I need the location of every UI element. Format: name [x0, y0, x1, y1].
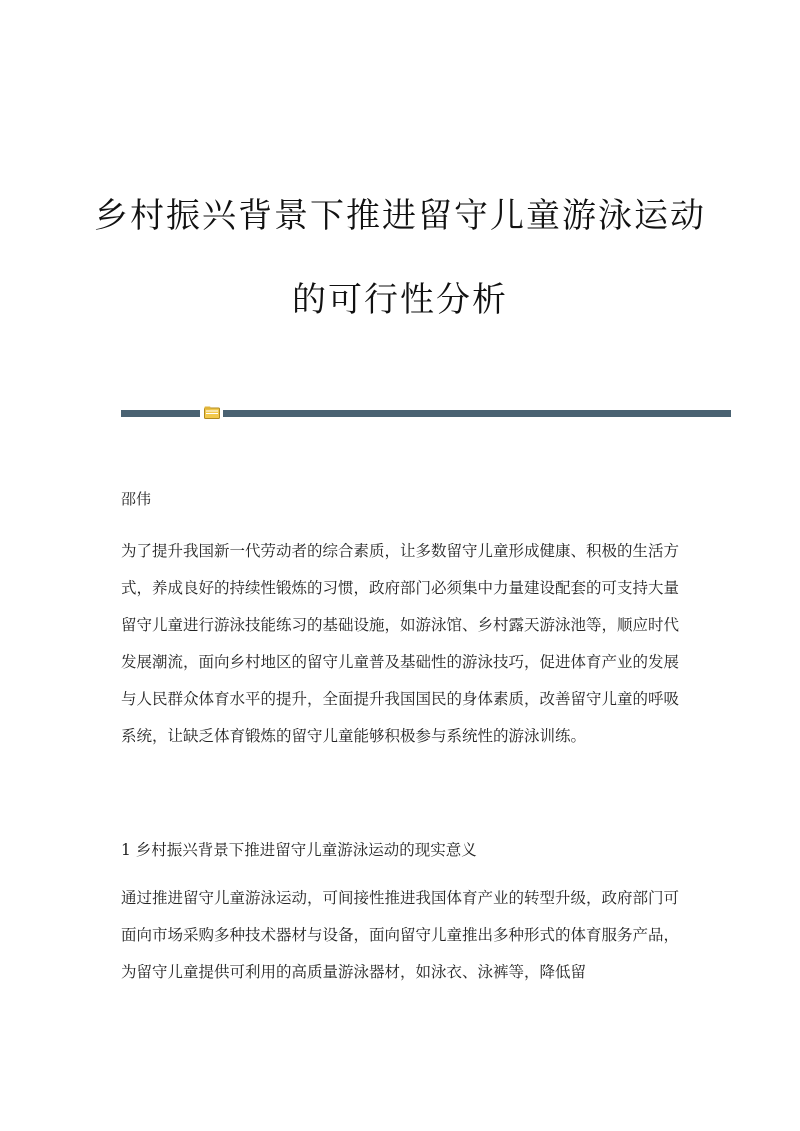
document-title-line-2: 的可行性分析	[292, 280, 508, 320]
title-divider-right	[223, 410, 731, 417]
document-title-line-1: 乡村振兴背景下推进留守儿童游泳运动	[94, 196, 706, 236]
body-paragraph: 通过推进留守儿童游泳运动，可间接性推进我国体育产业的转型升级，政府部门可面向市场采购多种技术器材与设备，面向留守儿童推出多种形式的体育服务产品，为留守儿童提供可利用的高质量游泳器材，如泳衣、泳裤等，降低留	[121, 889, 680, 981]
folder-icon	[204, 406, 220, 419]
body-paragraph: 为了提升我国新一代劳动者的综合素质，让多数留守儿童形成健康、积极的生活方式，养成良好的持续性锻炼的习惯，政府部门必须集中力量建设配套的可支持大量留守儿童进行游泳技能练习的基础设施，如游泳馆、乡村露天游泳池等，顺应时代发展潮流，面向乡村地区的留守儿童普及基础性的游泳技巧，促进体育产业的发展与人民群众体育水平的提升，全面提升我国国民的身体素质，改善留守儿童的呼吸系统，让缺乏体育锻炼的留守儿童能够积极参与系统性的游泳训练。	[121, 542, 680, 745]
author-name: 邵伟	[121, 490, 152, 508]
section-heading: 1 乡村振兴背景下推进留守儿童游泳运动的现实意义	[121, 841, 477, 859]
title-divider-left	[121, 410, 200, 417]
